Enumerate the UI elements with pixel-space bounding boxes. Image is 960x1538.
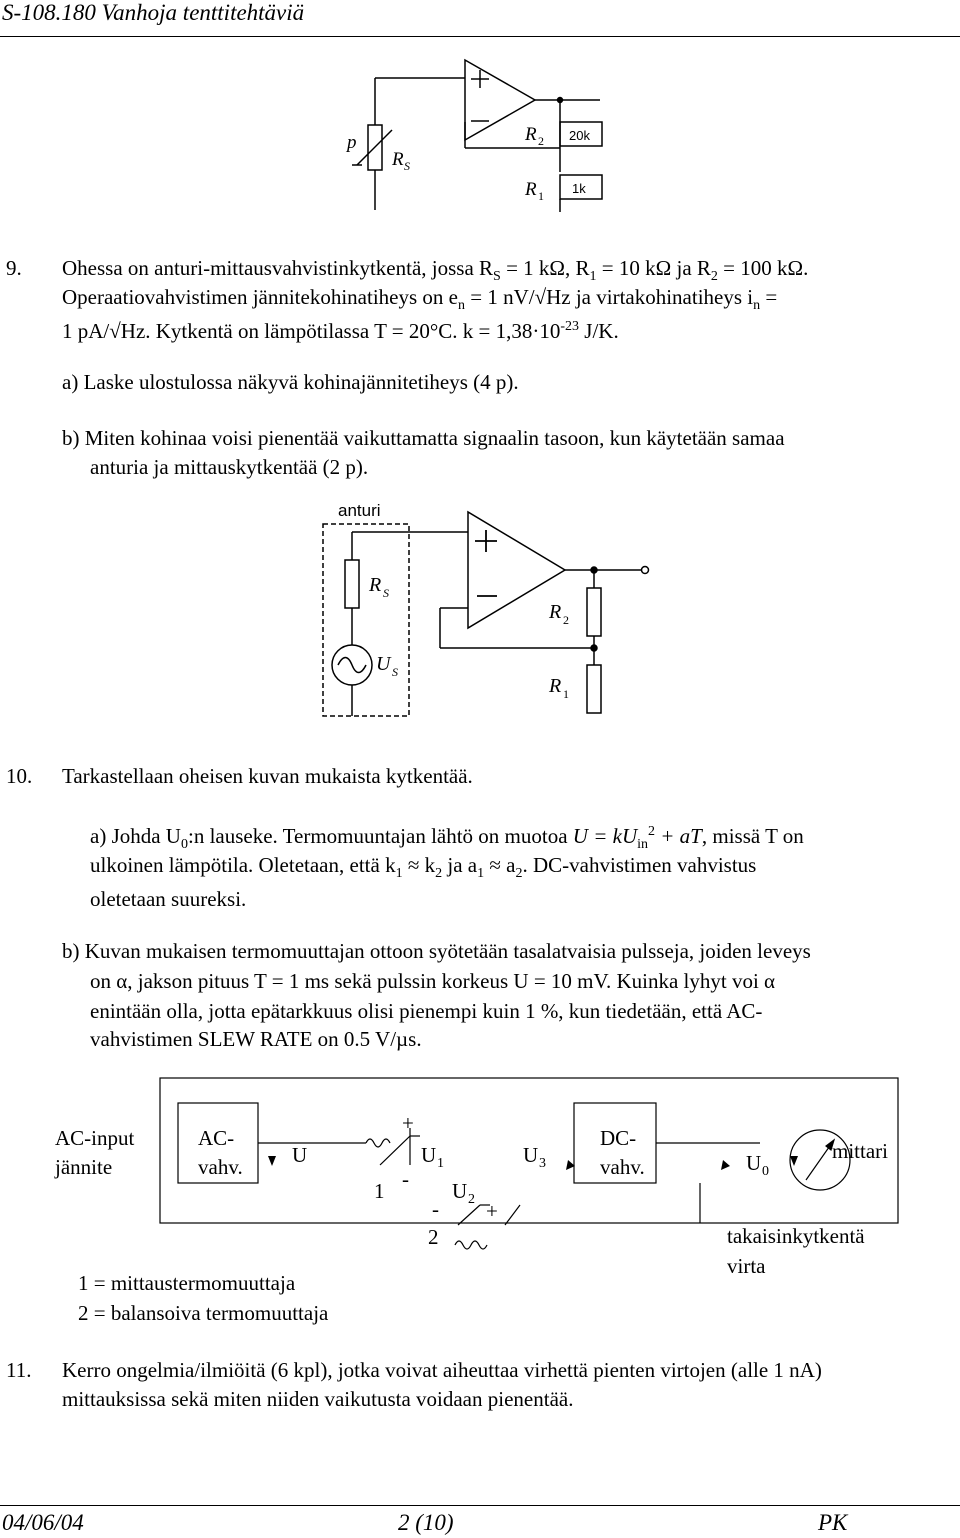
label-one: 1 [374,1179,385,1203]
label-minus-2: - [432,1197,439,1221]
q10-part-b-line-2: on α, jakson pituus T = 1 ms sekä pulssin korkeus U = 10 mV. Kuinka lyhyt voi α [90,969,776,993]
label-rs-sub: S [404,159,410,173]
label-feedback-2: virta [727,1254,766,1278]
label-ac-vahv: AC- [198,1126,235,1150]
legend-item-1: 1 = mittaustermomuuttaja [78,1271,296,1295]
q9-part-b-line-1: b) Miten kohinaa voisi pienentää vaikuttamatta signaalin tasoon, kun käytetään samaa [62,426,785,450]
thermo-1-heater [366,1139,390,1147]
label-p: p [347,132,357,153]
q10-part-a-line-2: ulkoinen lämpötila. Oletetaan, että $k_1 \approx k_2$ ja $a_1 \approx a_2$. DC-vahvistimen vahvistus [90,853,757,882]
figure-sensor-opamp-circuit [340,55,610,215]
q10-intro: Tarkastellaan oheisen kuvan mukaista kytkentää. [62,764,473,788]
label-u2-sub: 2 [468,1192,475,1207]
label-rs-sub: S [383,586,389,600]
q9-line-1: Ohessa on anturi-mittausvahvistinkytkentä, jossa $R_S = 1$ kΩ, $R_1 = 10$ kΩ ja $R_2 = 100$ kΩ. [62,256,809,285]
q11-number: 11. [6,1358,32,1382]
q11-line-2: mittauksissa sekä miten niiden vaikutusta voidaan pienentää. [62,1387,574,1411]
label-ac-input: AC-input [55,1126,135,1150]
label-u1-sub: 1 [437,1156,444,1171]
q9-line-2: Operaatiovahvistimen jännitekohinatiheys on $e_n = 1$ nV/√Hz ja virtakohinatiheys $i_n$ = [62,285,778,314]
label-20k: 20k [569,128,590,143]
label-r1-sub: 1 [538,189,544,203]
sine-wave [338,658,366,673]
label-rs: R [369,574,382,596]
page-header-title: S-108.180 Vanhoja tenttitehtäviä [2,0,305,25]
label-u0: U [746,1151,762,1175]
label-u3: U [523,1143,539,1167]
label-u1: U [421,1143,437,1167]
q10-part-a-line-3: oletetaan suureksi. [90,887,247,911]
q9-part-b-line-2: anturia ja mittauskytkentää (2 p). [90,455,369,479]
q10-part-b-line-1: b) Kuvan mukaisen termomuuttajan ottoon syötetään tasalatvaisia pulsseja, joiden leveys [62,939,811,963]
label-feedback: takaisinkytkentä [727,1224,865,1248]
label-ac-vahv-2: vahv. [198,1155,243,1179]
label-r1: R [525,179,537,200]
footer-date: 04/06/04 [2,1510,84,1535]
label-us: U [376,653,391,675]
label-r1: R [549,675,562,697]
q9-number: 9. [6,256,22,280]
footer-author: PK [818,1510,848,1535]
r2-resistor [587,588,601,636]
anturi-dashed-box [323,524,409,716]
label-plus-1: + [402,1111,414,1135]
thermo-formula: U = kU [572,824,638,848]
rs-resistor [345,560,359,608]
label-r2-sub: 2 [538,134,544,148]
label-r2-sub: 2 [563,613,569,627]
label-dc-vahv-2: vahv. [600,1155,645,1179]
label-two: 2 [428,1225,439,1249]
label-1k: 1k [572,181,586,196]
label-minus-1: - [402,1167,409,1191]
footer-rule [0,1505,960,1506]
label-plus-2: + [486,1199,498,1223]
label-mittari: mittari [832,1139,888,1163]
thermo-2-heater [455,1241,487,1249]
label-r1-sub: 1 [563,687,569,701]
q10-part-b-line-4: vahvistimen SLEW RATE on 0.5 V/µs. [90,1027,422,1051]
legend-item-2: 2 = balansoiva termomuuttaja [78,1301,329,1325]
label-u2: U [452,1179,468,1203]
q9-part-a: a) Laske ulostulossa näkyvä kohinajännitetiheys (4 p). [62,370,519,394]
r1-resistor [587,665,601,713]
q10-number: 10. [6,764,33,788]
figure-anturi-circuit [315,495,660,725]
q9-line-3: 1 pA/√Hz. Kytkentä on lämpötilassa T = 20°C. $k = 1,38\cdot 10^{-23}$ J/K. [62,319,619,343]
rs-variable-arrow [357,130,392,165]
label-us-sub: S [392,665,398,679]
header-rule [0,36,960,37]
label-r2: R [549,601,562,623]
label-rs: R [392,149,404,170]
label-r2: R [525,124,537,145]
footer-page: 2 (10) [398,1510,454,1535]
label-anturi: anturi [338,501,381,520]
label-u: U [292,1143,308,1167]
q11-line-1: Kerro ongelmia/ilmiöitä (6 kpl), jotka voivat aiheuttaa virhettä pienten virtojen (alle 1 nA) [62,1358,822,1382]
label-u3-sub: 3 [539,1156,546,1171]
label-ac-input-2: jännite [55,1155,113,1179]
label-dc-vahv: DC- [600,1126,637,1150]
label-u0-sub: 0 [762,1164,769,1179]
figure-thermo-converter-diagram [50,1070,910,1330]
q10-part-b-line-3: enintään olla, jotta epätarkkuus olisi pienempi kuin 1 %, kun tiedetään, että AC- [90,999,763,1023]
q10-part-a-line-1: a) Johda $U_0:n$ lauseke. Termomuuntajan lähtö on muotoa $U = kU_{in}^2$ + aT, missä T on [90,824,804,853]
